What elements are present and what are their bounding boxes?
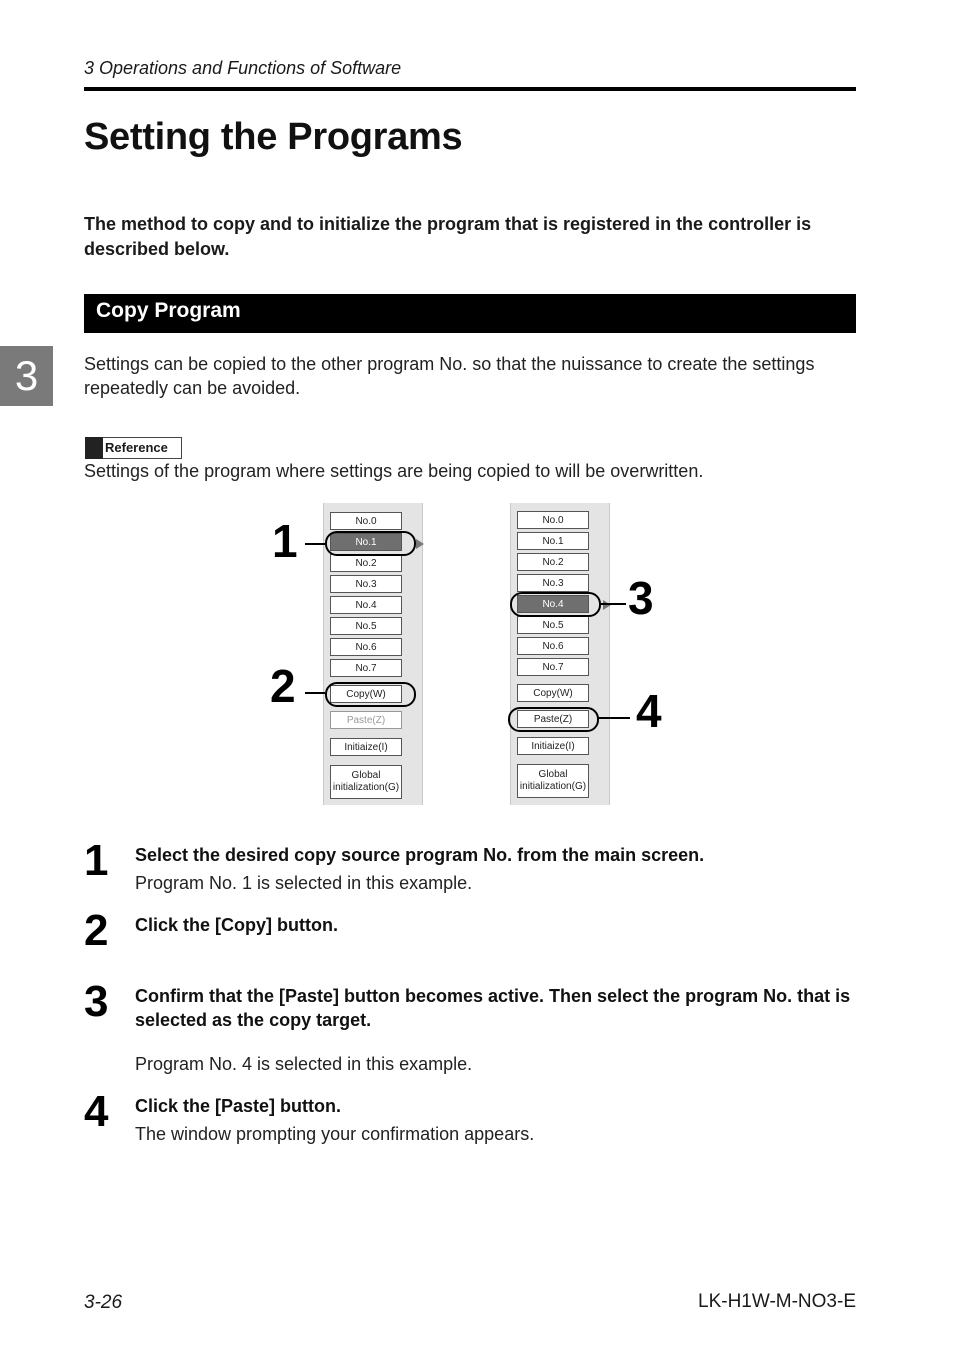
step-number: 4: [84, 1087, 109, 1136]
callout-1: 1: [272, 515, 298, 567]
selection-pointer-icon: [603, 600, 611, 610]
program-button-0[interactable]: No.0: [517, 511, 589, 529]
callout-3-leader: [600, 603, 626, 605]
reference-badge: [85, 437, 181, 459]
callout-4: 4: [636, 685, 662, 737]
program-button-5[interactable]: No.5: [517, 616, 589, 634]
step-note: Program No. 1 is selected in this example.: [135, 873, 473, 893]
program-button-2[interactable]: No.2: [330, 554, 402, 572]
program-button-6[interactable]: No.6: [517, 637, 589, 655]
copy-button[interactable]: Copy(W): [330, 685, 402, 703]
paste-button[interactable]: Paste(Z): [517, 710, 589, 728]
highlight-ring-copy: [325, 682, 416, 707]
program-button-3[interactable]: No.3: [330, 575, 402, 593]
document-code: LK-H1W-M-NO3-E: [698, 1291, 856, 1312]
program-button-1[interactable]: No.1: [517, 532, 589, 550]
program-button-3[interactable]: No.3: [517, 574, 589, 592]
section-text: Settings can be copied to the other program No. so that the nuissance to create the settings repeatedly can be avoided.: [84, 354, 815, 398]
program-button-5[interactable]: No.5: [330, 617, 402, 635]
program-button-6[interactable]: No.6: [330, 638, 402, 656]
global-initialization-button[interactable]: Global initialization(G): [330, 765, 402, 799]
callout-4-leader: [598, 717, 630, 719]
program-button-7[interactable]: No.7: [330, 659, 402, 677]
step-instruction: Click the [Paste] button.: [135, 1096, 342, 1116]
page-number: 3-26: [84, 1292, 123, 1313]
program-button-2[interactable]: No.2: [517, 553, 589, 571]
callout-3: 3: [628, 572, 654, 624]
copy-button[interactable]: Copy(W): [517, 684, 589, 702]
running-header: 3 Operations and Functions of Software: [84, 58, 402, 78]
step-instruction: Confirm that the [Paste] button becomes active. Then select the program No. that is selected as the copy target.: [135, 986, 851, 1030]
selection-pointer-icon: [416, 539, 424, 549]
callout-1-leader: [305, 543, 325, 545]
callout-2: 2: [270, 660, 296, 712]
page-title: Setting the Programs: [84, 116, 463, 158]
initialize-button[interactable]: Initiaize(I): [330, 738, 402, 756]
step-number: 2: [84, 906, 109, 955]
program-panel-right: [510, 503, 610, 805]
program-button-4[interactable]: No.4: [330, 596, 402, 614]
program-button-1[interactable]: No.1: [330, 533, 402, 551]
callout-2-leader: [305, 692, 325, 694]
intro-text: The method to copy and to initialize the program that is registered in the controller is described below.: [84, 214, 812, 259]
step-number: 1: [84, 836, 109, 885]
program-button-4[interactable]: No.4: [517, 595, 589, 613]
paste-button[interactable]: Paste(Z): [330, 711, 402, 729]
header-rule: [84, 87, 856, 91]
program-button-7[interactable]: No.7: [517, 658, 589, 676]
global-initialization-button[interactable]: Global initialization(G): [517, 764, 589, 798]
section-title: Copy Program: [96, 299, 241, 322]
reference-text: Settings of the program where settings are being copied to will be overwritten.: [84, 461, 704, 481]
step-number: 3: [84, 977, 109, 1026]
initialize-button[interactable]: Initiaize(I): [517, 737, 589, 755]
step-note: Program No. 4 is selected in this example.: [135, 1054, 473, 1074]
reference-badge-marker: [85, 437, 103, 459]
program-button-0[interactable]: No.0: [330, 512, 402, 530]
highlight-ring-paste: [508, 707, 599, 732]
step-instruction: Select the desired copy source program No. from the main screen.: [135, 845, 705, 865]
chapter-tab: 3: [0, 346, 53, 406]
highlight-ring-no4: [510, 592, 601, 617]
highlight-ring-no1: [325, 531, 416, 556]
reference-badge-label: Reference: [103, 437, 182, 459]
step-instruction: Click the [Copy] button.: [135, 915, 338, 935]
step-note: The window prompting your confirmation appears.: [135, 1124, 535, 1144]
